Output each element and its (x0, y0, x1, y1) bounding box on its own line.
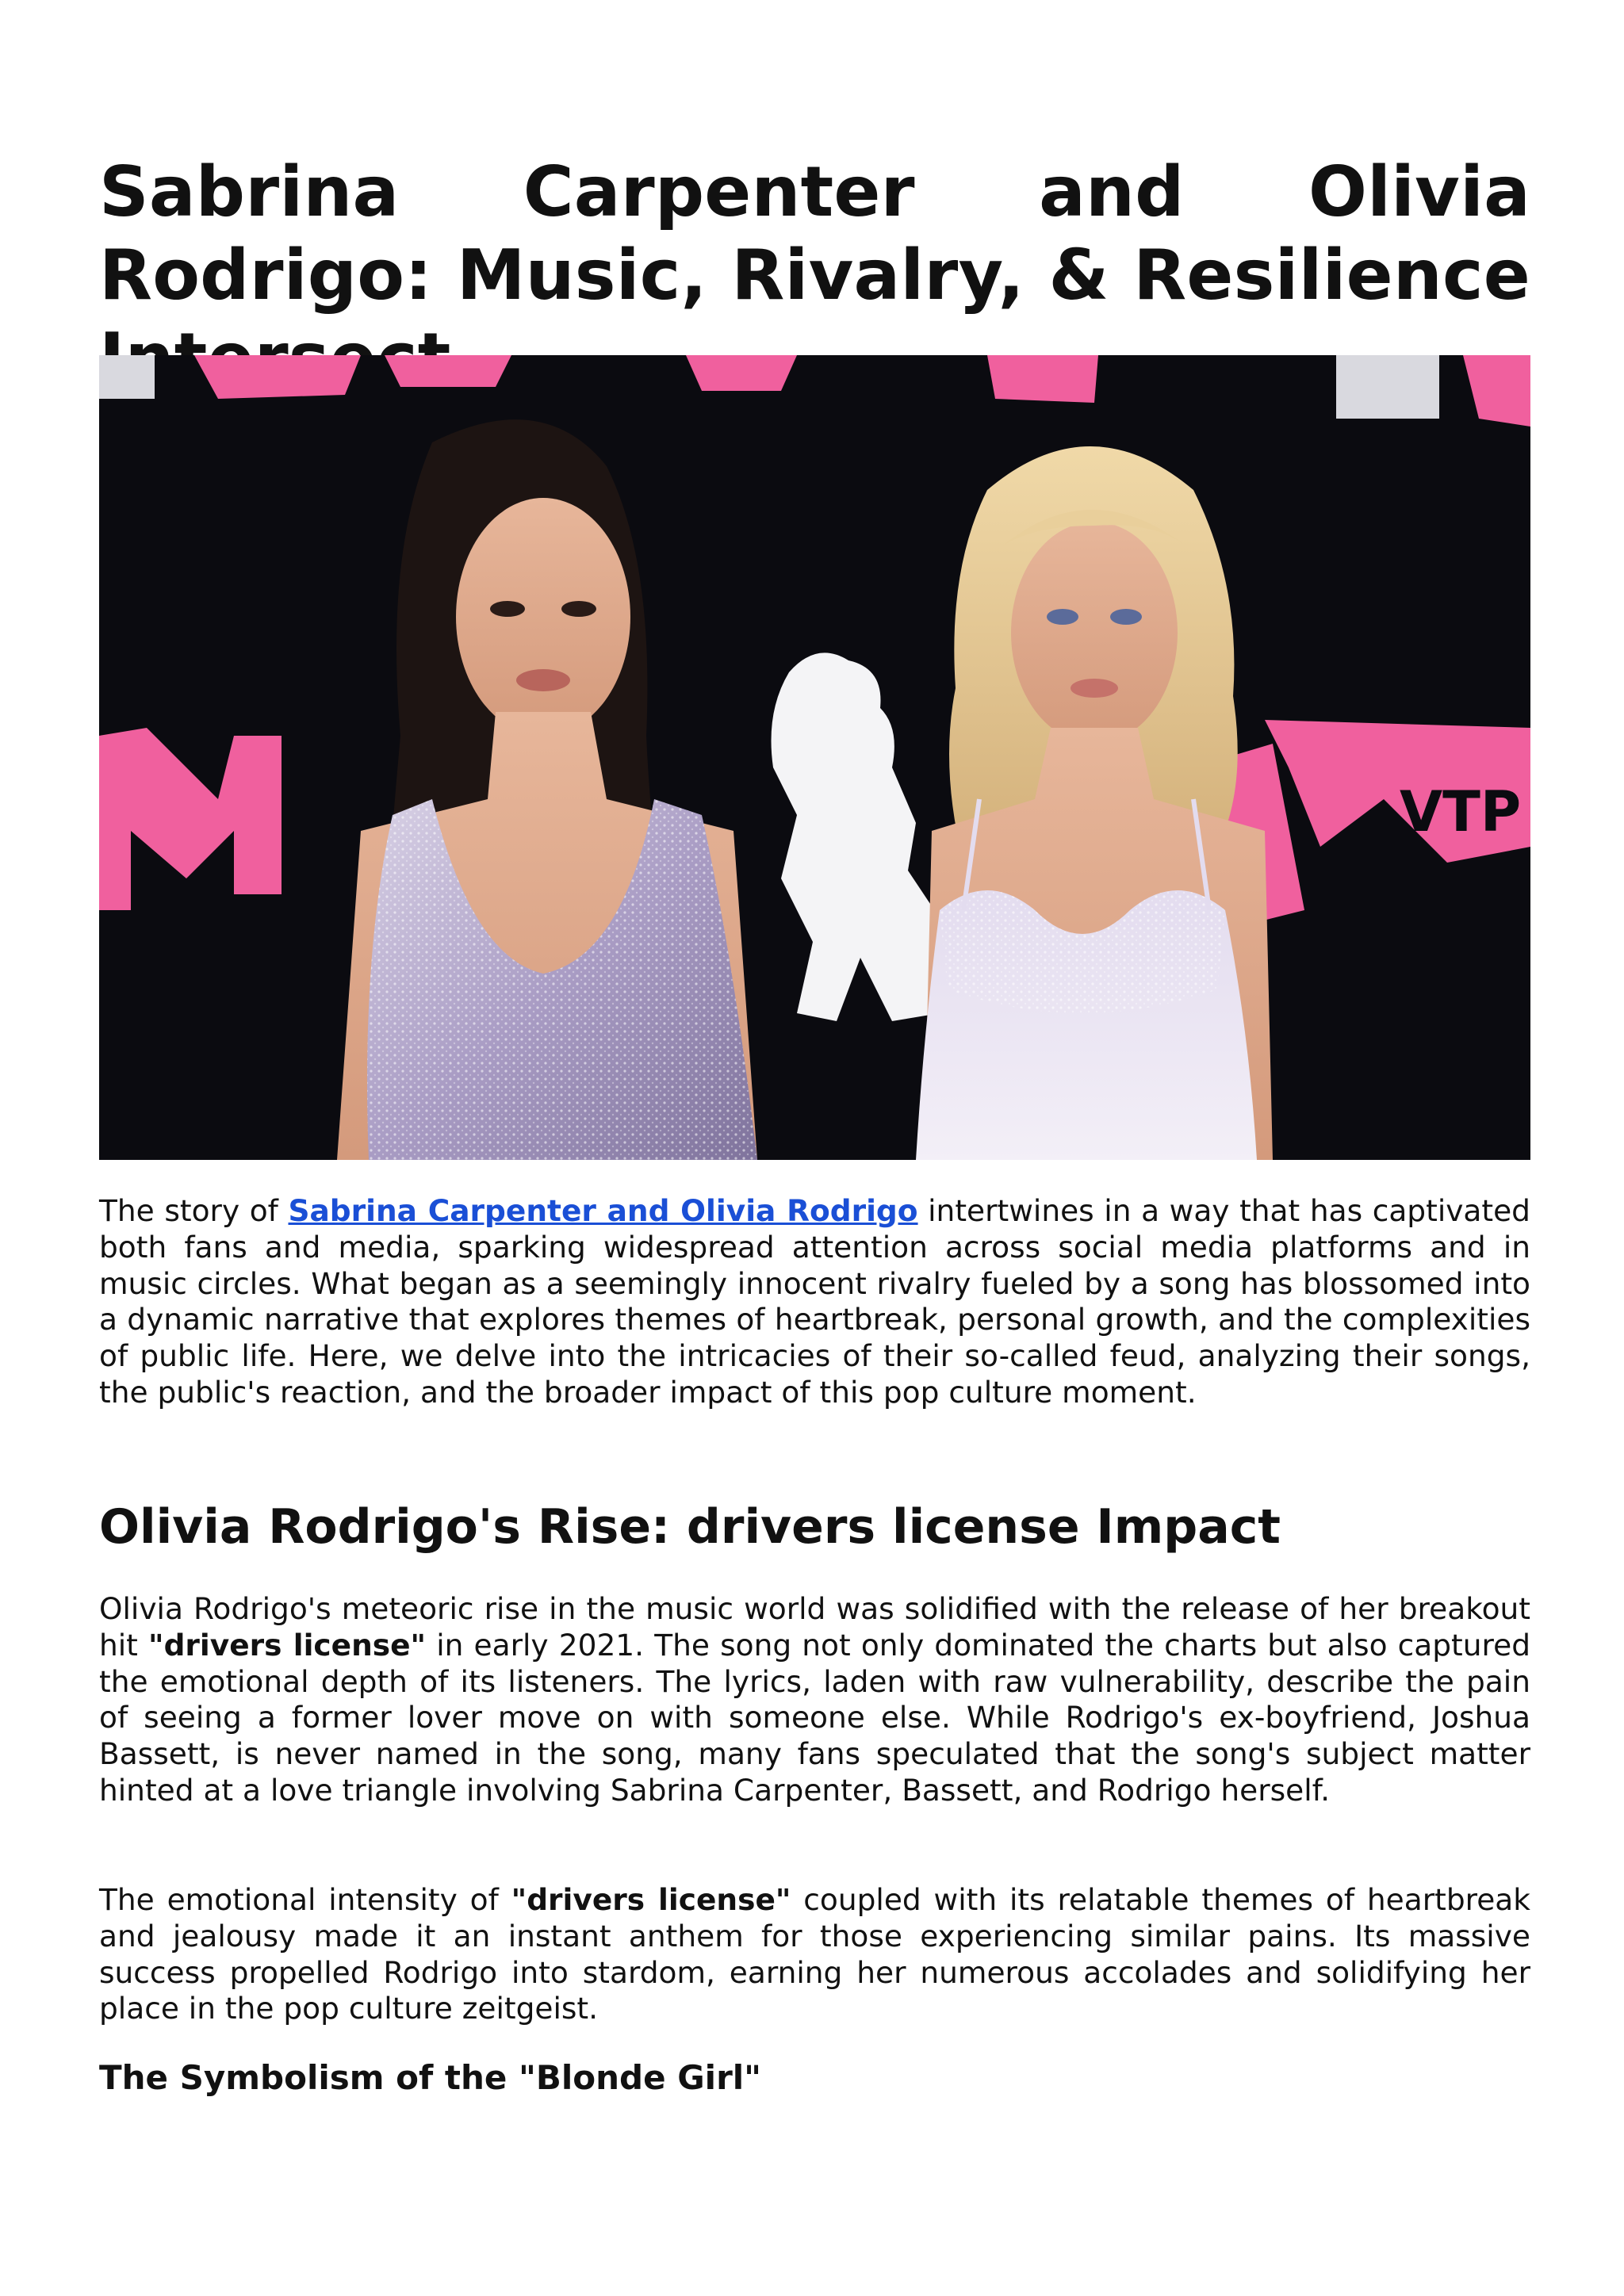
section-heading-blonde-girl: The Symbolism of the "Blonde Girl" (99, 2058, 762, 2097)
intro-text-start: The story of (99, 1193, 289, 1228)
p1-song-title: "drivers license" (148, 1627, 427, 1663)
intro-paragraph (99, 1193, 1530, 1411)
section1-paragraph-1 (99, 1591, 1530, 1809)
p2-text-rest: coupled with its relatable themes of heartbreak and jealousy made it an instant anthem for those experiencing similar pains. Its massive success propelled Rodrigo into stardom, earning her numerous accolades and solidifying her place in the pop culture zeitgeist. (99, 1882, 1530, 2026)
p1-text-start: Olivia Rodrigo's meteoric rise in the music world was solidified with the release of her breakout hit (99, 1591, 1530, 1663)
p2-song-title: "drivers license" (511, 1882, 791, 1917)
p2-text-start: The emotional intensity of (99, 1882, 511, 1917)
intro-text-rest: intertwines in a way that has captivated both fans and media, sparking widespread attention across social media platforms and in music circles. What began as a seemingly innocent rivalry fueled by a song has blossomed into a dynamic narrative that explores themes of heartbreak, personal growth, and the complexities of public life. Here, we delve into the intricacies of their so-called feud, analyzing their songs, the public's reaction, and the broader impact of this pop culture moment. (99, 1193, 1530, 1410)
section-heading-drivers-license: Olivia Rodrigo's Rise: drivers license Impact (99, 1499, 1281, 1555)
hero-photo (99, 355, 1530, 1160)
section1-paragraph-2 (99, 1882, 1530, 2027)
p1-text-rest: in early 2021. The song not only dominated the charts but also captured the emotional depth of its listeners. The lyrics, laden with raw vulnerability, describe the pain of seeing a former lover move on with someone else. While Rodrigo's ex-boyfriend, Joshua Bassett, is never named in the song, many fans speculated that the song's subject matter hinted at a love triangle involving Sabrina Carpenter, Bassett, and Rodrigo herself. (99, 1627, 1530, 1808)
svg-text:VTP: VTP (1400, 779, 1522, 844)
article-link[interactable]: Sabrina Carpenter and Olivia Rodrigo (288, 1193, 918, 1228)
article-title: Sabrina Carpenter and Olivia Rodrigo: Music, Rivalry, & Resilience (99, 151, 1530, 316)
